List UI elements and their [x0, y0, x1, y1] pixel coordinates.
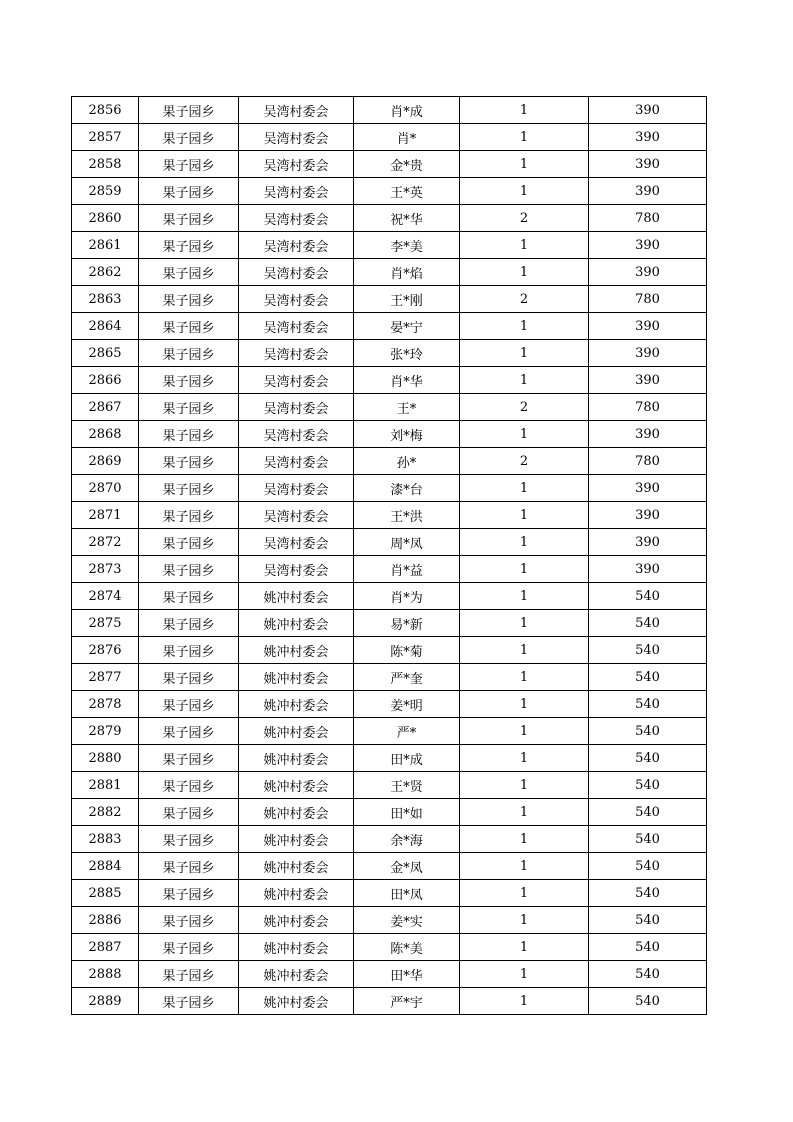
table-row: [72, 259, 707, 286]
serial-number-cell: 2858: [72, 151, 139, 178]
amount-cell: 390: [589, 151, 707, 178]
amount-cell: 390: [589, 529, 707, 556]
amount-cell: 540: [589, 934, 707, 961]
serial-number-cell: 2865: [72, 340, 139, 367]
household-count-cell: 1: [460, 610, 589, 637]
household-count-cell: 2: [460, 394, 589, 421]
village-committee-cell: 姚冲村委会: [239, 610, 354, 637]
household-count-cell: 1: [460, 691, 589, 718]
household-count-cell: 1: [460, 178, 589, 205]
table-row: [72, 232, 707, 259]
amount-cell: 390: [589, 421, 707, 448]
name-cell: 姜*明: [354, 691, 460, 718]
township-cell: 果子园乡: [139, 610, 239, 637]
township-cell: 果子园乡: [139, 502, 239, 529]
amount-cell: 390: [589, 97, 707, 124]
amount-cell: 540: [589, 961, 707, 988]
amount-cell: 390: [589, 259, 707, 286]
village-committee-cell: 吴湾村委会: [239, 286, 354, 313]
serial-number-cell: 2867: [72, 394, 139, 421]
serial-number-cell: 2872: [72, 529, 139, 556]
serial-number-cell: 2889: [72, 988, 139, 1015]
table-row: [72, 637, 707, 664]
township-cell: 果子园乡: [139, 178, 239, 205]
table-row: [72, 178, 707, 205]
household-count-cell: 1: [460, 826, 589, 853]
table-row: [72, 502, 707, 529]
household-count-cell: 1: [460, 475, 589, 502]
table-row: [72, 151, 707, 178]
amount-cell: 540: [589, 691, 707, 718]
household-count-cell: 1: [460, 313, 589, 340]
name-cell: 肖*: [354, 124, 460, 151]
serial-number-cell: 2876: [72, 637, 139, 664]
township-cell: 果子园乡: [139, 961, 239, 988]
table-row: [72, 961, 707, 988]
name-cell: 肖*华: [354, 367, 460, 394]
village-committee-cell: 姚冲村委会: [239, 691, 354, 718]
table-row: [72, 610, 707, 637]
township-cell: 果子园乡: [139, 853, 239, 880]
serial-number-cell: 2860: [72, 205, 139, 232]
table-row: [72, 124, 707, 151]
village-committee-cell: 吴湾村委会: [239, 178, 354, 205]
township-cell: 果子园乡: [139, 934, 239, 961]
household-count-cell: 1: [460, 880, 589, 907]
household-count-cell: 1: [460, 556, 589, 583]
township-cell: 果子园乡: [139, 286, 239, 313]
amount-cell: 390: [589, 313, 707, 340]
name-cell: 王*英: [354, 178, 460, 205]
household-count-cell: 1: [460, 259, 589, 286]
village-committee-cell: 姚冲村委会: [239, 934, 354, 961]
amount-cell: 540: [589, 988, 707, 1015]
serial-number-cell: 2871: [72, 502, 139, 529]
serial-number-cell: 2879: [72, 718, 139, 745]
table-row: [72, 286, 707, 313]
village-committee-cell: 吴湾村委会: [239, 97, 354, 124]
name-cell: 田*成: [354, 745, 460, 772]
serial-number-cell: 2884: [72, 853, 139, 880]
village-committee-cell: 吴湾村委会: [239, 394, 354, 421]
name-cell: 祝*华: [354, 205, 460, 232]
table-row: [72, 799, 707, 826]
name-cell: 王*洪: [354, 502, 460, 529]
serial-number-cell: 2887: [72, 934, 139, 961]
table-row: [72, 205, 707, 232]
serial-number-cell: 2859: [72, 178, 139, 205]
table-row: [72, 421, 707, 448]
name-cell: 王*贤: [354, 772, 460, 799]
village-committee-cell: 吴湾村委会: [239, 205, 354, 232]
amount-cell: 390: [589, 475, 707, 502]
table-row: [72, 826, 707, 853]
name-cell: 王*: [354, 394, 460, 421]
name-cell: 田*凤: [354, 880, 460, 907]
serial-number-cell: 2874: [72, 583, 139, 610]
amount-cell: 390: [589, 124, 707, 151]
table-row: [72, 529, 707, 556]
village-committee-cell: 吴湾村委会: [239, 259, 354, 286]
amount-cell: 780: [589, 205, 707, 232]
serial-number-cell: 2861: [72, 232, 139, 259]
name-cell: 晏*宁: [354, 313, 460, 340]
name-cell: 陈*美: [354, 934, 460, 961]
village-committee-cell: 姚冲村委会: [239, 826, 354, 853]
amount-cell: 540: [589, 610, 707, 637]
village-committee-cell: 姚冲村委会: [239, 799, 354, 826]
table-row: [72, 340, 707, 367]
township-cell: 果子园乡: [139, 745, 239, 772]
name-cell: 王*刚: [354, 286, 460, 313]
amount-cell: 540: [589, 664, 707, 691]
name-cell: 肖*成: [354, 97, 460, 124]
table-row: [72, 718, 707, 745]
name-cell: 田*如: [354, 799, 460, 826]
serial-number-cell: 2885: [72, 880, 139, 907]
name-cell: 严*: [354, 718, 460, 745]
township-cell: 果子园乡: [139, 988, 239, 1015]
table-row: [72, 367, 707, 394]
village-committee-cell: 吴湾村委会: [239, 448, 354, 475]
township-cell: 果子园乡: [139, 151, 239, 178]
township-cell: 果子园乡: [139, 880, 239, 907]
village-committee-cell: 姚冲村委会: [239, 637, 354, 664]
household-count-cell: 1: [460, 124, 589, 151]
village-committee-cell: 吴湾村委会: [239, 502, 354, 529]
table-row: [72, 475, 707, 502]
township-cell: 果子园乡: [139, 313, 239, 340]
township-cell: 果子园乡: [139, 475, 239, 502]
household-count-cell: 1: [460, 718, 589, 745]
table-row: [72, 448, 707, 475]
village-committee-cell: 姚冲村委会: [239, 745, 354, 772]
table-row: [72, 772, 707, 799]
serial-number-cell: 2864: [72, 313, 139, 340]
household-count-cell: 1: [460, 421, 589, 448]
serial-number-cell: 2869: [72, 448, 139, 475]
township-cell: 果子园乡: [139, 421, 239, 448]
serial-number-cell: 2882: [72, 799, 139, 826]
village-committee-cell: 姚冲村委会: [239, 772, 354, 799]
township-cell: 果子园乡: [139, 637, 239, 664]
household-count-cell: 1: [460, 529, 589, 556]
amount-cell: 540: [589, 583, 707, 610]
amount-cell: 540: [589, 637, 707, 664]
village-committee-cell: 姚冲村委会: [239, 880, 354, 907]
township-cell: 果子园乡: [139, 340, 239, 367]
serial-number-cell: 2880: [72, 745, 139, 772]
serial-number-cell: 2868: [72, 421, 139, 448]
amount-cell: 390: [589, 502, 707, 529]
serial-number-cell: 2866: [72, 367, 139, 394]
household-count-cell: 2: [460, 286, 589, 313]
name-cell: 易*新: [354, 610, 460, 637]
household-count-cell: 1: [460, 772, 589, 799]
serial-number-cell: 2883: [72, 826, 139, 853]
household-count-cell: 1: [460, 502, 589, 529]
table-row: [72, 988, 707, 1015]
township-cell: 果子园乡: [139, 907, 239, 934]
table-row: [72, 934, 707, 961]
name-cell: 肖*益: [354, 556, 460, 583]
township-cell: 果子园乡: [139, 826, 239, 853]
household-count-cell: 1: [460, 232, 589, 259]
table-row: [72, 394, 707, 421]
village-committee-cell: 吴湾村委会: [239, 421, 354, 448]
amount-cell: 780: [589, 448, 707, 475]
name-cell: 漆*台: [354, 475, 460, 502]
serial-number-cell: 2870: [72, 475, 139, 502]
household-count-cell: 1: [460, 853, 589, 880]
township-cell: 果子园乡: [139, 259, 239, 286]
township-cell: 果子园乡: [139, 97, 239, 124]
household-count-cell: 1: [460, 637, 589, 664]
amount-cell: 540: [589, 907, 707, 934]
name-cell: 张*玲: [354, 340, 460, 367]
household-count-cell: 2: [460, 448, 589, 475]
beneficiary-table: [71, 96, 707, 1015]
village-committee-cell: 姚冲村委会: [239, 988, 354, 1015]
name-cell: 肖*为: [354, 583, 460, 610]
serial-number-cell: 2881: [72, 772, 139, 799]
amount-cell: 780: [589, 286, 707, 313]
household-count-cell: 1: [460, 340, 589, 367]
name-cell: 陈*菊: [354, 637, 460, 664]
table-row: [72, 556, 707, 583]
table-row: [72, 313, 707, 340]
name-cell: 余*海: [354, 826, 460, 853]
village-committee-cell: 姚冲村委会: [239, 583, 354, 610]
village-committee-cell: 吴湾村委会: [239, 313, 354, 340]
amount-cell: 540: [589, 880, 707, 907]
amount-cell: 390: [589, 340, 707, 367]
village-committee-cell: 吴湾村委会: [239, 124, 354, 151]
village-committee-cell: 吴湾村委会: [239, 367, 354, 394]
serial-number-cell: 2886: [72, 907, 139, 934]
household-count-cell: 1: [460, 745, 589, 772]
serial-number-cell: 2862: [72, 259, 139, 286]
name-cell: 姜*实: [354, 907, 460, 934]
name-cell: 田*华: [354, 961, 460, 988]
household-count-cell: 1: [460, 367, 589, 394]
household-count-cell: 1: [460, 961, 589, 988]
household-count-cell: 2: [460, 205, 589, 232]
name-cell: 金*贵: [354, 151, 460, 178]
village-committee-cell: 姚冲村委会: [239, 718, 354, 745]
name-cell: 金*凤: [354, 853, 460, 880]
name-cell: 严*奎: [354, 664, 460, 691]
township-cell: 果子园乡: [139, 205, 239, 232]
table-body: [72, 97, 707, 1015]
serial-number-cell: 2863: [72, 286, 139, 313]
amount-cell: 540: [589, 745, 707, 772]
township-cell: 果子园乡: [139, 124, 239, 151]
village-committee-cell: 吴湾村委会: [239, 151, 354, 178]
name-cell: 严*宇: [354, 988, 460, 1015]
amount-cell: 390: [589, 178, 707, 205]
table-row: [72, 97, 707, 124]
amount-cell: 390: [589, 556, 707, 583]
table-row: [72, 583, 707, 610]
village-committee-cell: 姚冲村委会: [239, 907, 354, 934]
village-committee-cell: 姚冲村委会: [239, 961, 354, 988]
household-count-cell: 1: [460, 97, 589, 124]
household-count-cell: 1: [460, 151, 589, 178]
township-cell: 果子园乡: [139, 583, 239, 610]
village-committee-cell: 姚冲村委会: [239, 664, 354, 691]
village-committee-cell: 吴湾村委会: [239, 475, 354, 502]
name-cell: 刘*梅: [354, 421, 460, 448]
amount-cell: 540: [589, 826, 707, 853]
name-cell: 李*美: [354, 232, 460, 259]
township-cell: 果子园乡: [139, 691, 239, 718]
township-cell: 果子园乡: [139, 529, 239, 556]
township-cell: 果子园乡: [139, 232, 239, 259]
name-cell: 孙*: [354, 448, 460, 475]
serial-number-cell: 2856: [72, 97, 139, 124]
household-count-cell: 1: [460, 799, 589, 826]
amount-cell: 390: [589, 232, 707, 259]
amount-cell: 540: [589, 772, 707, 799]
serial-number-cell: 2857: [72, 124, 139, 151]
serial-number-cell: 2873: [72, 556, 139, 583]
township-cell: 果子园乡: [139, 799, 239, 826]
village-committee-cell: 吴湾村委会: [239, 556, 354, 583]
village-committee-cell: 吴湾村委会: [239, 232, 354, 259]
table-row: [72, 691, 707, 718]
serial-number-cell: 2878: [72, 691, 139, 718]
township-cell: 果子园乡: [139, 718, 239, 745]
household-count-cell: 1: [460, 988, 589, 1015]
amount-cell: 390: [589, 367, 707, 394]
amount-cell: 540: [589, 853, 707, 880]
household-count-cell: 1: [460, 664, 589, 691]
serial-number-cell: 2877: [72, 664, 139, 691]
township-cell: 果子园乡: [139, 556, 239, 583]
township-cell: 果子园乡: [139, 448, 239, 475]
amount-cell: 780: [589, 394, 707, 421]
township-cell: 果子园乡: [139, 772, 239, 799]
township-cell: 果子园乡: [139, 394, 239, 421]
table-row: [72, 853, 707, 880]
township-cell: 果子园乡: [139, 367, 239, 394]
table-row: [72, 745, 707, 772]
village-committee-cell: 姚冲村委会: [239, 853, 354, 880]
household-count-cell: 1: [460, 583, 589, 610]
amount-cell: 540: [589, 718, 707, 745]
table-row: [72, 880, 707, 907]
village-committee-cell: 吴湾村委会: [239, 529, 354, 556]
name-cell: 周*凤: [354, 529, 460, 556]
amount-cell: 540: [589, 799, 707, 826]
table-row: [72, 664, 707, 691]
household-count-cell: 1: [460, 934, 589, 961]
serial-number-cell: 2875: [72, 610, 139, 637]
village-committee-cell: 吴湾村委会: [239, 340, 354, 367]
township-cell: 果子园乡: [139, 664, 239, 691]
table-row: [72, 907, 707, 934]
serial-number-cell: 2888: [72, 961, 139, 988]
household-count-cell: 1: [460, 907, 589, 934]
name-cell: 肖*焰: [354, 259, 460, 286]
